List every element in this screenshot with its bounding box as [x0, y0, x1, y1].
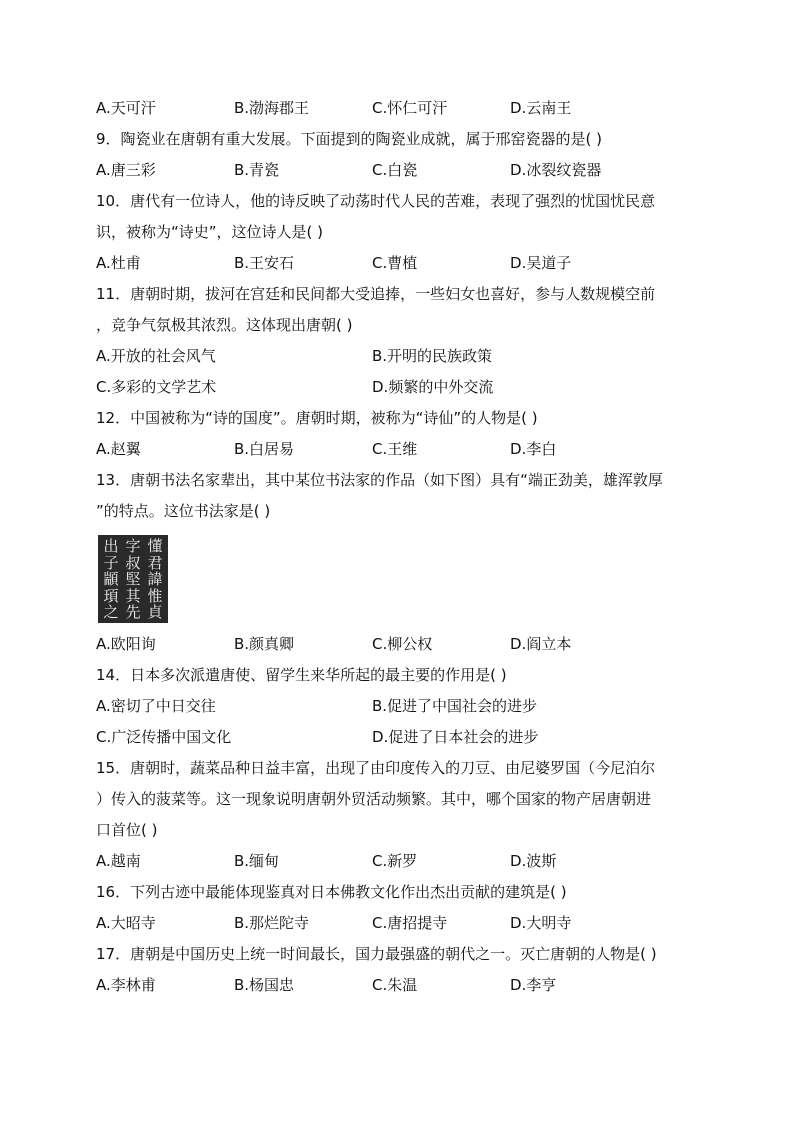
calligraphy-char: 諱	[147, 570, 163, 588]
q13-option-c[interactable]: C.柳公权	[372, 635, 433, 653]
calligraphy-char: 君	[147, 553, 163, 572]
q9-options	[96, 155, 700, 186]
q16-option-c[interactable]: C.唐招提寺	[372, 914, 448, 932]
q15-text-line-1: 15．唐朝时，蔬菜品种日益丰富，出现了由印度传入的刀豆、由尼婆罗国（今尼泊尔	[96, 759, 656, 777]
calligraphy-column-2	[123, 538, 143, 621]
q16-text: 16．下列古迹中最能体现鉴真对日本佛教文化作出杰出贡献的建筑是( )	[96, 883, 567, 901]
q11-text-line-2: ，竞争气氛极其浓烈。这体现出唐朝( )	[96, 316, 353, 334]
q9-option-c[interactable]: C.白瓷	[372, 161, 418, 179]
q9-option-b[interactable]: B.青瓷	[234, 161, 280, 179]
q11-option-b[interactable]: B.开明的民族政策	[372, 347, 493, 365]
q10-text-line-1: 10．唐代有一位诗人，他的诗反映了动荡时代人民的苦难，表现了强烈的忧国忧民意	[96, 192, 656, 210]
q17-text: 17．唐朝是中国历史上统一时间最长，国力最强盛的朝代之一。灭亡唐朝的人物是( )	[96, 945, 657, 963]
calligraphy-char: 之	[103, 603, 119, 621]
q16-option-b[interactable]: B.那烂陀寺	[234, 914, 310, 932]
calligraphy-rubbing-image	[98, 535, 168, 623]
q15-option-b[interactable]: B.缅甸	[234, 852, 280, 870]
q15-option-a[interactable]: A.越南	[96, 852, 141, 870]
q14-options-row-1	[96, 691, 700, 722]
q17-option-c[interactable]: C.朱温	[372, 976, 418, 994]
calligraphy-char: 惟	[147, 586, 163, 605]
q11-option-d[interactable]: D.频繁的中外交流	[372, 378, 494, 396]
calligraphy-char: 貞	[147, 603, 163, 621]
q11-text-line-1: 11．唐朝时期，拔河在宫廷和民间都大受追捧，一些妇女也喜好，参与人数规模空前	[96, 285, 656, 303]
q11-options-row-1	[96, 341, 700, 372]
q14-option-b[interactable]: B.促进了中国社会的进步	[372, 697, 538, 715]
q14-text: 14．日本多次派遣唐使、留学生来华所起的最主要的作用是( )	[96, 666, 507, 684]
q10-option-b[interactable]: B.王安石	[234, 254, 295, 272]
calligraphy-char: 顓	[103, 570, 119, 588]
q12-option-d[interactable]: D.李白	[510, 440, 557, 458]
q11-option-c[interactable]: C.多彩的文学艺术	[96, 378, 217, 396]
q13-options	[96, 629, 700, 660]
q12-option-a[interactable]: A.赵翼	[96, 440, 141, 458]
q12-option-b[interactable]: B.白居易	[234, 440, 295, 458]
q11-options-row-2	[96, 372, 700, 403]
q17-options	[96, 970, 700, 1001]
q13-option-a[interactable]: A.欧阳询	[96, 635, 156, 653]
calligraphy-column-3	[101, 538, 121, 621]
q10-text-line-2: 识，被称为“诗史”，这位诗人是( )	[96, 223, 324, 241]
q15-text-line-2: ）传入的菠菜等。这一现象说明唐朝外贸活动频繁。其中，哪个国家的物产居唐朝进	[96, 790, 652, 808]
q17-option-d[interactable]: D.李亨	[510, 976, 557, 994]
q13-option-b[interactable]: B.颜真卿	[234, 635, 295, 653]
q16-options	[96, 908, 700, 939]
q9-option-d[interactable]: D.冰裂纹瓷器	[510, 161, 602, 179]
calligraphy-char: 子	[103, 553, 119, 572]
calligraphy-char: 出	[103, 537, 119, 555]
question-list	[96, 93, 700, 1001]
calligraphy-char: 先	[125, 603, 141, 621]
q10-option-a[interactable]: A.杜甫	[96, 254, 141, 272]
q14-option-d[interactable]: D.促进了日本社会的进步	[372, 728, 539, 746]
q14-option-c[interactable]: C.广泛传播中国文化	[96, 728, 232, 746]
q17-option-b[interactable]: B.杨国忠	[234, 976, 295, 994]
q12-text: 12．中国被称为“诗的国度”。唐朝时期，被称为“诗仙”的人物是( )	[96, 409, 538, 427]
q10-option-c[interactable]: C.曹植	[372, 254, 418, 272]
q8-option-a[interactable]: A.天可汗	[96, 99, 156, 117]
q12-option-c[interactable]: C.王维	[372, 440, 418, 458]
q15-option-c[interactable]: C.新罗	[372, 852, 418, 870]
calligraphy-column-1	[145, 538, 165, 621]
q8-option-b[interactable]: B.渤海郡王	[234, 99, 310, 117]
q11-option-a[interactable]: A.开放的社会风气	[96, 347, 216, 365]
q13-text-line-2: ”的特点。这位书法家是( )	[96, 502, 271, 520]
q13-option-d[interactable]: D.阎立本	[510, 635, 572, 653]
calligraphy-char: 懂	[147, 537, 163, 555]
q8-options	[96, 93, 700, 124]
q14-option-a[interactable]: A.密切了中日交往	[96, 697, 216, 715]
q13-text-line-1: 13．唐朝书法名家辈出，其中某位书法家的作品（如下图）具有“端正劲美，雄浑敦厚	[96, 471, 663, 489]
calligraphy-char: 字	[125, 537, 141, 555]
q17-option-a[interactable]: A.李林甫	[96, 976, 156, 994]
q16-option-a[interactable]: A.大昭寺	[96, 914, 156, 932]
q15-text-line-3: 口首位( )	[96, 821, 158, 839]
calligraphy-char: 堅	[125, 570, 141, 588]
q12-options	[96, 434, 700, 465]
q16-option-d[interactable]: D.大明寺	[510, 914, 572, 932]
q8-option-d[interactable]: D.云南王	[510, 99, 572, 117]
q10-options	[96, 248, 700, 279]
q9-option-a[interactable]: A.唐三彩	[96, 161, 156, 179]
q10-option-d[interactable]: D.吴道子	[510, 254, 572, 272]
calligraphy-char: 其	[125, 586, 141, 605]
q8-option-c[interactable]: C.怀仁可汗	[372, 99, 448, 117]
calligraphy-char: 頊	[103, 586, 119, 605]
q9-text: 9．陶瓷业在唐朝有重大发展。下面提到的陶瓷业成就，属于邢窑瓷器的是( )	[96, 130, 603, 148]
q14-options-row-2	[96, 722, 700, 753]
q15-options	[96, 846, 700, 877]
q15-option-d[interactable]: D.波斯	[510, 852, 557, 870]
calligraphy-char: 叔	[125, 553, 141, 572]
